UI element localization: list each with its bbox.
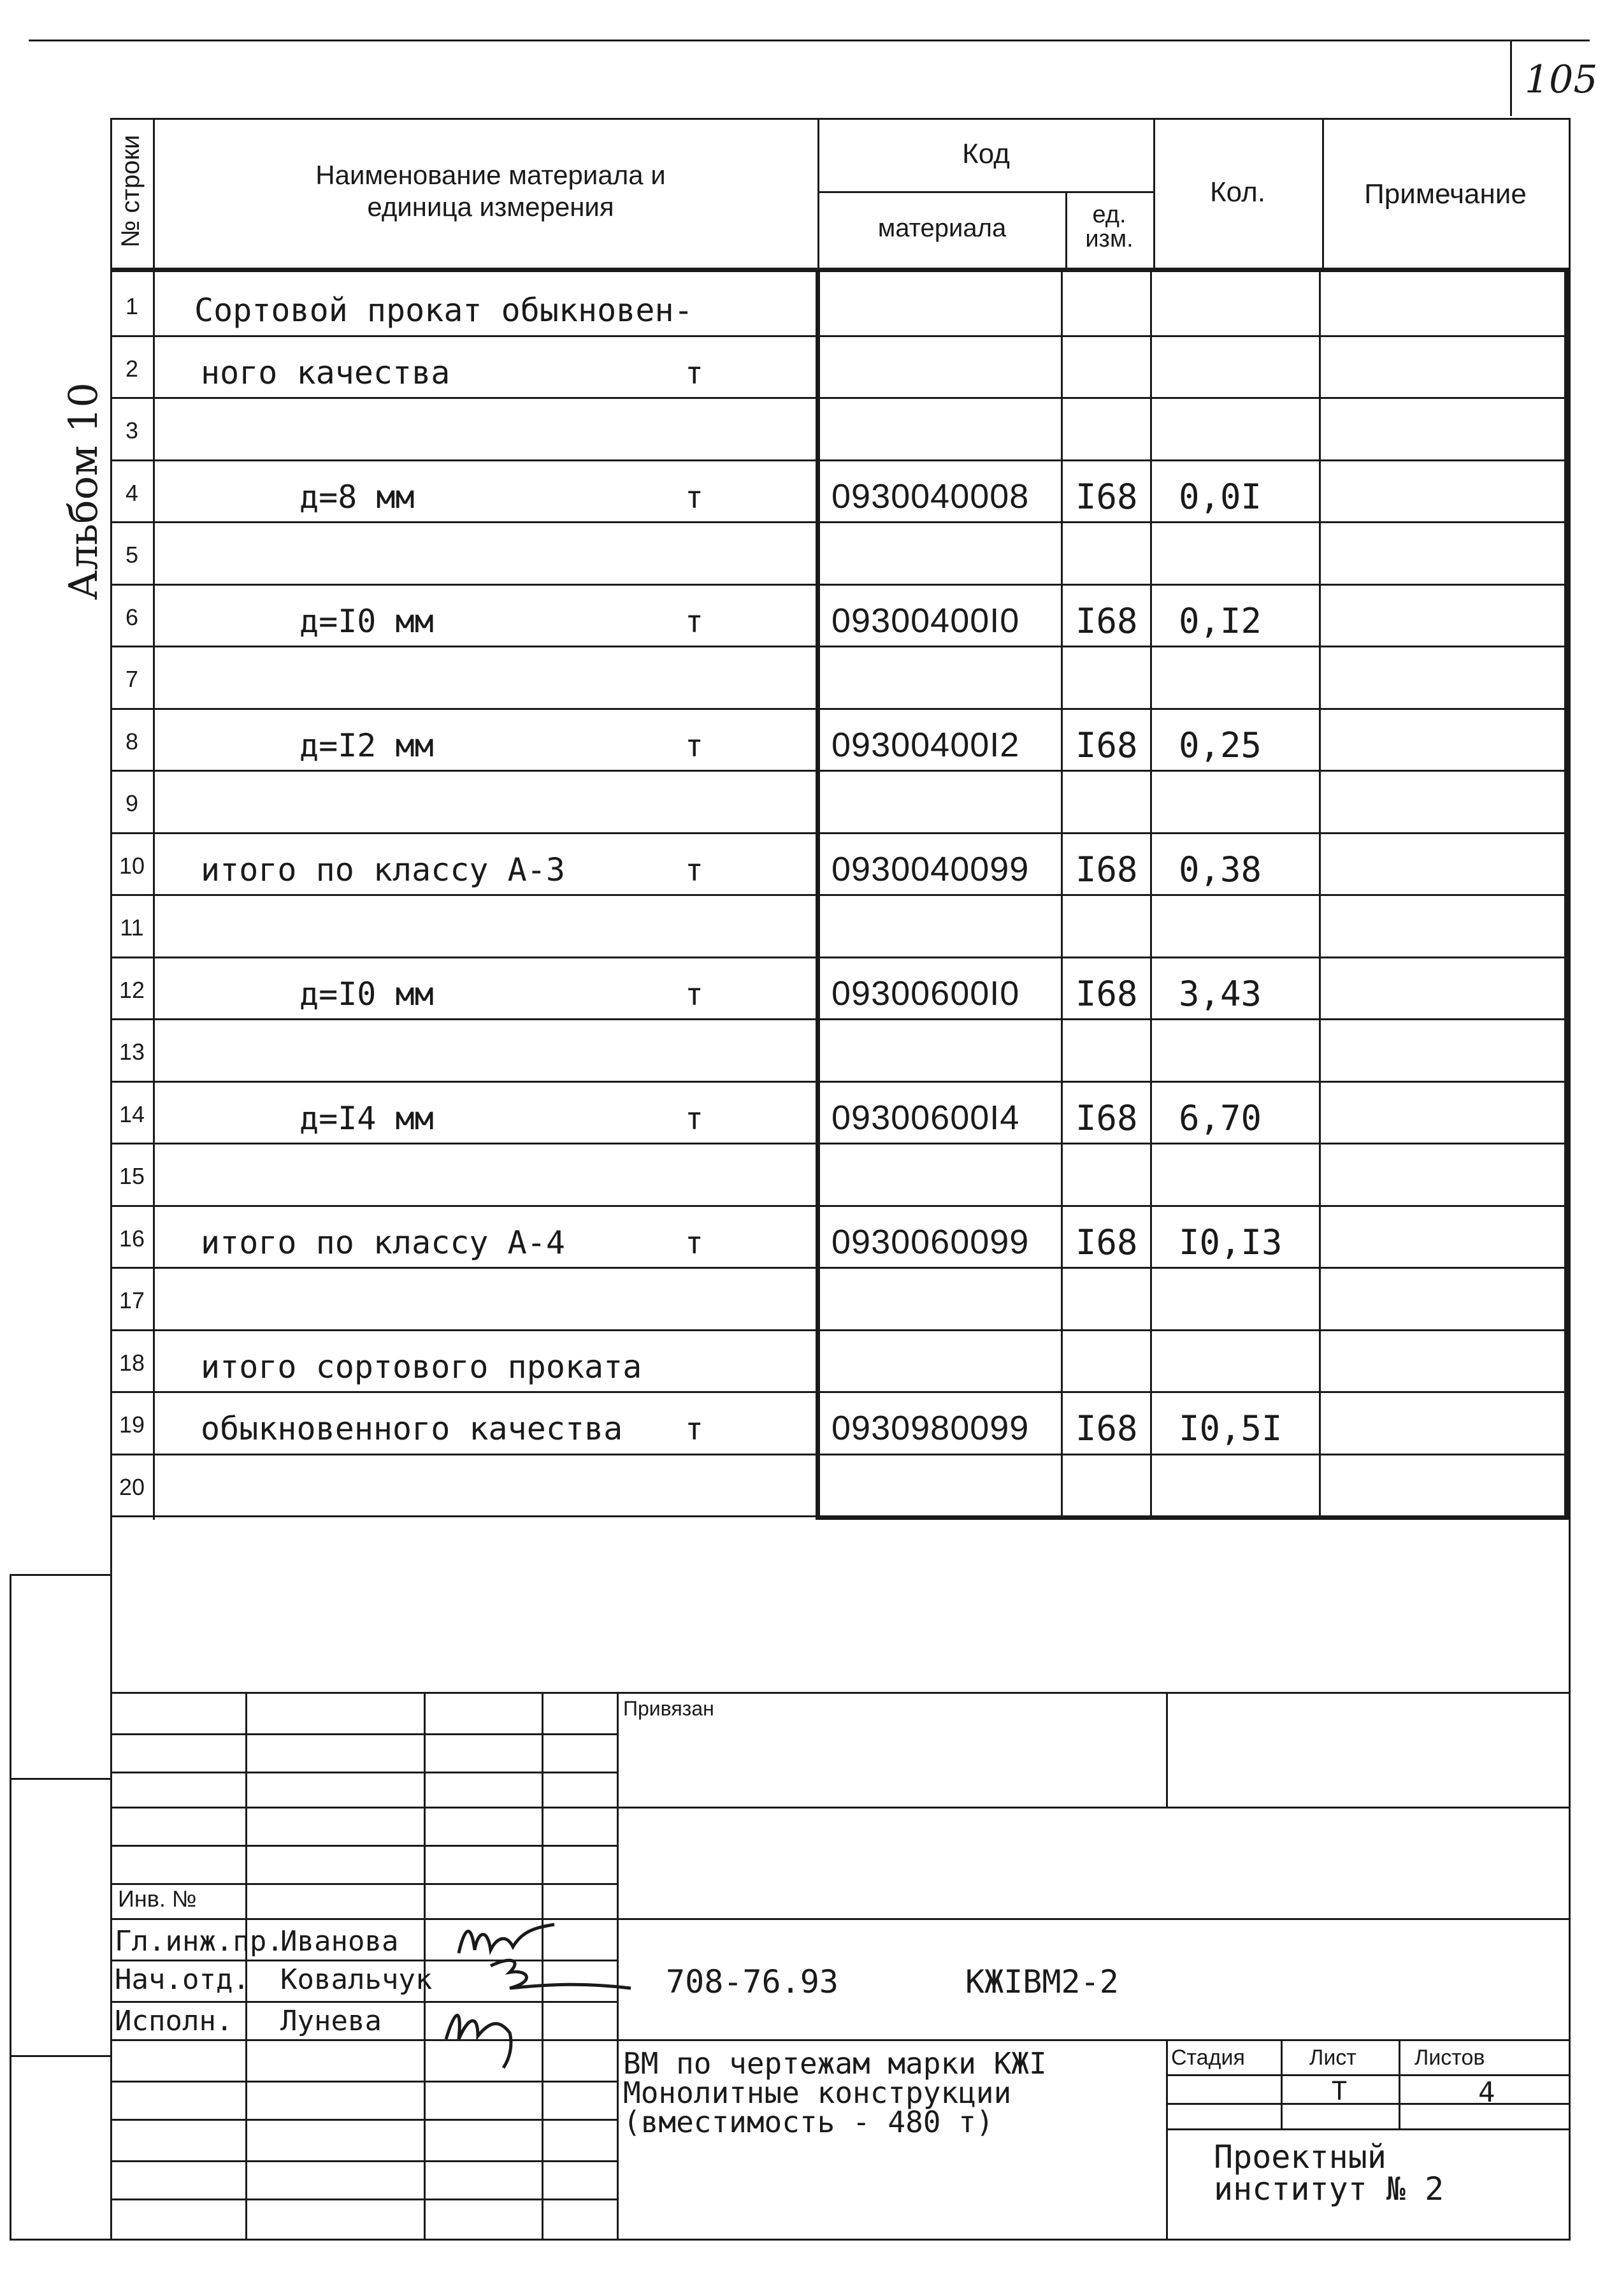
sheet-label: Лист: [1309, 2046, 1356, 2070]
stamp-line-4: [110, 1807, 1569, 1809]
signer-role-3: Исполн.: [115, 2005, 233, 2037]
row-divider: [110, 459, 1569, 461]
album-label: Альбом 10: [59, 382, 106, 600]
row-number: 19: [119, 1412, 145, 1438]
row-divider: [110, 708, 1569, 710]
row-code: 09300600I0: [831, 974, 1020, 1013]
header-code-material: материала: [877, 214, 1007, 242]
signature-3: [440, 1995, 522, 2071]
row-name: д=I2 мм: [299, 726, 434, 764]
col-line-qty-body: [1150, 268, 1152, 1517]
header-top-line: [110, 118, 1569, 120]
stamp-line-11: [110, 2081, 617, 2083]
stamp-v-7: [1281, 2039, 1283, 2128]
row-unit-code: I68: [1076, 1097, 1138, 1138]
stamp-v-5: [1166, 1692, 1168, 1807]
row-divider: [110, 1391, 1569, 1393]
row-divider: [110, 1143, 1569, 1144]
stamp-v-6: [1166, 2039, 1168, 2240]
stamp-line-13: [110, 2160, 617, 2162]
row-number: 4: [125, 479, 139, 506]
row-code: 0930980099: [831, 1409, 1030, 1447]
row-name: Сортовой прокат обыкновен-: [194, 292, 693, 329]
stamp-stage-line-a: [1166, 2074, 1569, 2076]
row-divider: [110, 335, 1569, 337]
stamp-line-6: [110, 1883, 617, 1885]
row-number: 9: [125, 790, 139, 816]
row-name: итого по классу А-3: [201, 851, 565, 888]
signer-name-1: Иванова: [280, 1925, 399, 1958]
row-code: 0930060099: [831, 1222, 1030, 1261]
row-unit-code: I68: [1076, 973, 1138, 1014]
row-divider: [110, 1454, 1569, 1455]
row-name: д=I0 мм: [299, 975, 434, 1013]
header-row-num: № строки: [117, 134, 145, 248]
sheet-value: Т: [1332, 2077, 1348, 2106]
header-bottom-line: [110, 268, 1569, 272]
row-number: 11: [120, 914, 144, 941]
header-code-divider: [819, 191, 1153, 193]
signer-role-2: Нач.отд.: [115, 1963, 250, 1996]
stamp-line-2: [110, 1733, 617, 1735]
row-number: 14: [119, 1101, 145, 1127]
doc-mark: КЖIВМ2-2: [965, 1963, 1119, 2000]
stamp-line-10: [110, 2039, 1569, 2041]
sheets-label: Листов: [1414, 2046, 1485, 2070]
row-number: 2: [125, 355, 139, 382]
code-block-bottom: [816, 1515, 1569, 1520]
inv-no-label: Инв. №: [118, 1886, 197, 1912]
row-number: 7: [125, 666, 139, 692]
row-qty: 0,0I: [1179, 476, 1262, 517]
row-number: 10: [119, 852, 145, 879]
row-unit-code: I68: [1076, 476, 1138, 517]
row-qty: I0,5I: [1179, 1408, 1283, 1448]
row-unit-code: I68: [1076, 1408, 1138, 1448]
row-unit: т: [685, 1225, 703, 1261]
row-unit: т: [685, 1412, 703, 1447]
row-qty: 0,25: [1179, 725, 1262, 765]
row-number: 15: [119, 1163, 145, 1189]
doc-code: 708-76.93: [666, 1963, 838, 2000]
signer-role-1: Гл.инж.пр.: [115, 1925, 284, 1958]
row-number: 6: [125, 603, 139, 630]
row-divider: [110, 521, 1569, 523]
row-qty: 0,38: [1179, 849, 1262, 890]
stamp-v-8: [1399, 2039, 1400, 2128]
row-name: д=8 мм: [299, 478, 415, 516]
stamp-line-5: [110, 1845, 617, 1847]
signer-name-3: Лунева: [280, 2005, 382, 2037]
row-name: итого сортового проката: [201, 1348, 642, 1385]
row-number: 18: [119, 1349, 145, 1376]
row-qty: 6,70: [1179, 1097, 1262, 1138]
stamp-line-14: [110, 2199, 617, 2200]
row-unit: т: [685, 852, 703, 888]
row-divider: [110, 894, 1569, 896]
row-code: 0930040008: [831, 477, 1030, 516]
margin-box-line-2: [10, 1778, 112, 1780]
row-number: 3: [125, 417, 139, 444]
row-divider: [110, 584, 1569, 586]
row-number: 17: [119, 1287, 145, 1313]
page-number-box-left: [1510, 40, 1512, 116]
frame-left-line: [110, 118, 112, 2240]
row-unit: т: [685, 728, 703, 764]
header-code-unit: ед. изм.: [1085, 201, 1133, 252]
privyazan-label: Привязан: [623, 1697, 714, 1720]
row-unit-code: I68: [1076, 725, 1138, 765]
header-name: Наименование материала и единица измерения: [315, 160, 666, 222]
row-divider: [110, 397, 1569, 399]
header-code: Код: [962, 138, 1010, 170]
col-line-rownum: [153, 118, 155, 1520]
stamp-stage-line-b: [1166, 2103, 1569, 2105]
stamp-line-7: [110, 1918, 1569, 1920]
doc-title: ВМ по чертежам марки КЖI Монолитные конструкции (вместимость - 480 т): [623, 2046, 1047, 2139]
row-name: ного качества: [201, 354, 450, 391]
sheets-value: 4: [1478, 2076, 1495, 2109]
row-unit: т: [685, 976, 703, 1013]
row-number: 13: [119, 1039, 145, 1065]
code-block-left: [816, 268, 820, 1520]
margin-box-vline: [10, 1574, 11, 2240]
row-divider: [110, 1329, 1569, 1331]
row-code: 0930040099: [831, 849, 1030, 888]
row-unit: т: [685, 479, 703, 516]
row-name: итого по классу А-4: [201, 1224, 565, 1261]
row-unit-code: I68: [1076, 1222, 1138, 1262]
org-name: Проектный институт № 2: [1214, 2139, 1444, 2207]
row-divider: [110, 1205, 1569, 1207]
row-code: 09300400I0: [831, 601, 1020, 640]
row-number: 8: [125, 728, 139, 755]
margin-box-line-3: [10, 2055, 112, 2057]
row-number: 1: [125, 293, 139, 319]
row-code: 09300400I2: [831, 725, 1020, 764]
frame-right-line: [1569, 118, 1571, 2240]
row-unit-code: I68: [1076, 600, 1138, 641]
margin-box-line-1: [10, 1574, 112, 1576]
stamp-stage-line-c: [1166, 2128, 1569, 2130]
row-divider: [110, 1081, 1569, 1083]
row-divider: [110, 832, 1569, 834]
header-qty: Кол.: [1209, 177, 1266, 208]
stage-label: Стадия: [1171, 2046, 1245, 2070]
stamp-top-line: [110, 1692, 1569, 1694]
signer-name-2: Ковальчук: [280, 1963, 433, 1996]
col-line-note-body: [1319, 268, 1321, 1517]
table-bottom-line: [110, 1515, 817, 1517]
page-number: 105: [1525, 57, 1598, 102]
header-note: Примечание: [1364, 178, 1527, 210]
stamp-line-3: [110, 1772, 617, 1773]
row-divider: [110, 770, 1569, 772]
row-name: обыкновенного качества: [201, 1410, 623, 1447]
code-block-right: [1564, 268, 1569, 1520]
row-divider: [110, 957, 1569, 958]
row-qty: 0,I2: [1179, 600, 1262, 641]
col-line-code-unit-body: [1061, 268, 1063, 1517]
row-qty: 3,43: [1179, 973, 1262, 1014]
row-qty: I0,I3: [1179, 1222, 1283, 1262]
row-code: 09300600I4: [831, 1098, 1020, 1137]
frame-bottom-line: [10, 2239, 1571, 2241]
row-name: д=I4 мм: [299, 1099, 434, 1137]
row-unit: т: [685, 1101, 703, 1137]
row-number: 5: [125, 542, 139, 568]
row-unit-code: I68: [1076, 849, 1138, 890]
page-top-line: [29, 40, 1590, 41]
row-number: 20: [119, 1473, 145, 1500]
row-divider: [110, 1267, 1569, 1269]
row-number: 16: [119, 1225, 145, 1252]
row-number: 12: [119, 976, 145, 1003]
row-unit: т: [685, 355, 703, 391]
row-name: д=I0 мм: [299, 602, 434, 640]
row-unit: т: [685, 603, 703, 640]
row-divider: [110, 1018, 1569, 1020]
row-divider: [110, 646, 1569, 647]
stamp-line-12: [110, 2119, 617, 2121]
